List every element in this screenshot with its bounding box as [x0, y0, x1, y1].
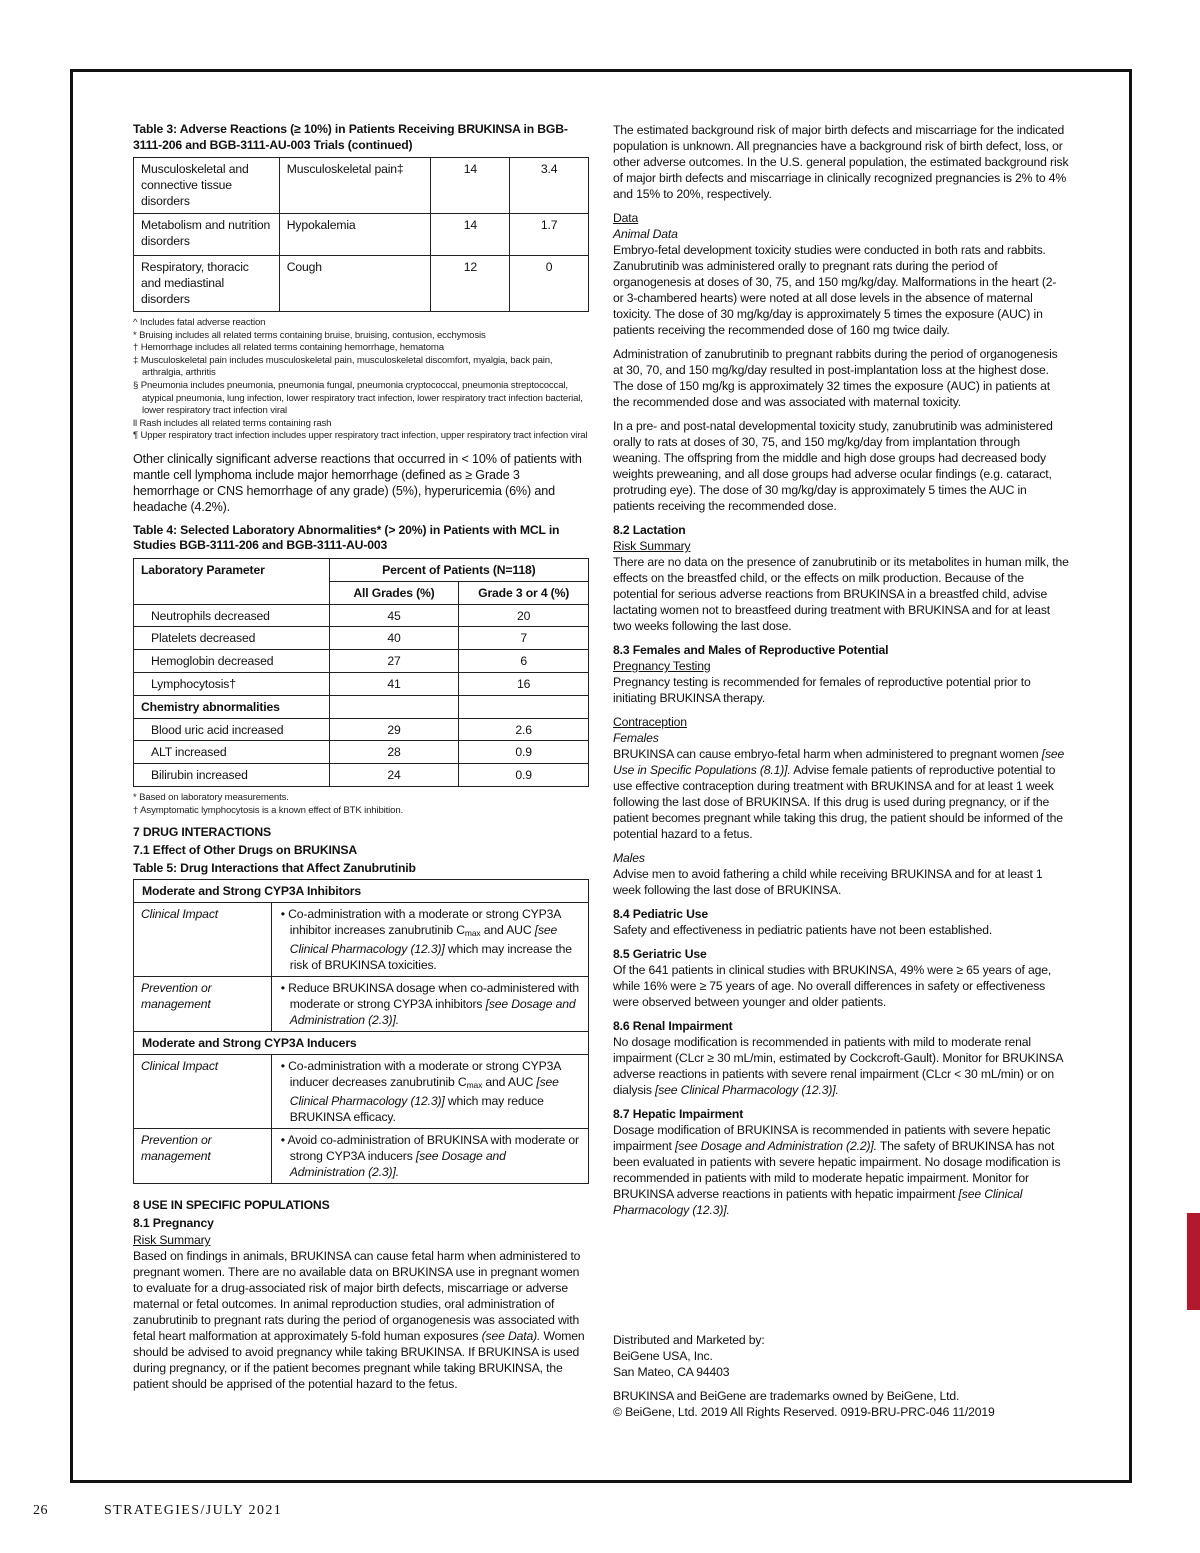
paragraph: The estimated background risk of major birth defects and miscarriage for the indicated population is unknown. All pregnancies have a background risk of birth defect, loss, or other adverse outcomes. In the U.S. general population, the estimated background risk of major birth defects and miscarriage in clinically recognized pregnancies is 2% to 4% and 15% to 20%, respectively.: [613, 123, 1069, 201]
reference-text: [see Dosage and Administration (2.3)].: [289, 1149, 506, 1180]
table4-cell: 27: [329, 650, 459, 673]
subsection-heading: 8.3 Females and Males of Reproductive Potential: [613, 643, 889, 657]
table4-cell: 0.9: [459, 741, 589, 764]
distributor-line: BeiGene USA, Inc.: [613, 1349, 713, 1363]
subsection-heading: 8.5 Geriatric Use: [613, 947, 707, 961]
table4-cell: 28: [329, 741, 459, 764]
table3-cell: Respiratory, thoracic and mediastinal disorders: [134, 256, 280, 312]
paragraph: Advise men to avoid fathering a child while receiving BRUKINSA and for at least 1 week following the last dose of BRUKINSA.: [613, 867, 1043, 897]
table4-cell: 24: [329, 764, 459, 787]
table-header-row: [134, 1032, 589, 1055]
subsection-heading: 8.1 Pregnancy: [133, 1216, 214, 1231]
table4-cell: [329, 695, 459, 718]
cell-text: • Co-administration with a moderate or strong CYP3A inhibitor increases zanubrutinib C: [280, 907, 561, 938]
reference-text: [see Clinical Pharmacology (12.3)].: [613, 1187, 1023, 1217]
cell-text: which may reduce BRUKINSA efficacy.: [289, 1094, 544, 1125]
table4-cell: 16: [459, 672, 589, 695]
footnote: ¶ Upper respiratory tract infection includes upper respiratory tract infection, upper respiratory tract infection viral: [133, 430, 588, 442]
subheading-italic: Males: [613, 851, 645, 865]
table3-cell: 0: [510, 256, 589, 312]
paragraph-text: Advise female patients of reproductive potential to use effective contraception during treatment with BRUKINSA and for at least 1 week following the last dose of BRUKINSA. If this drug is used during pregnancy, or if the patient becomes pregnant while taking this drug, the patient should be informed of the potential hazard to a fetus.: [613, 763, 1063, 841]
cell-text: • Reduce BRUKINSA dosage when co-administered with moderate or strong CYP3A inhibitors: [280, 981, 580, 1012]
table4-cell: Lymphocytosis†: [134, 672, 330, 695]
subheading-underlined: Risk Summary: [133, 1233, 211, 1248]
table5-label: Prevention or management: [134, 977, 272, 1032]
footnote: § Pneumonia includes pneumonia, pneumonia fungal, pneumonia cryptococcal, pneumonia streptococcal, atypical pneumonia, lung infection, lower respiratory tract infection, lower respiratory tract infection bacterial, lower respiratory tract infection viral: [133, 379, 583, 417]
paragraph: [133, 1248, 589, 1392]
cell-text: • Co-administration with a moderate or strong CYP3A inducer decreases zanubrutinib C: [280, 1059, 561, 1090]
table4-caption: Table 4: Selected Laboratory Abnormalities* (> 20%) in Patients with MCL in Studies BGB-3111-206 and BGB-3111-AU-003: [133, 522, 560, 553]
table5-cell: [271, 1129, 588, 1184]
table5-inducers-header: Moderate and Strong CYP3A Inducers: [134, 1032, 589, 1055]
table-row: [134, 718, 589, 741]
section-heading: 7 DRUG INTERACTIONS: [133, 825, 271, 840]
table3-footnotes: [133, 317, 589, 443]
table4-cell: Bilirubin increased: [134, 764, 330, 787]
paragraph: Embryo-fetal development toxicity studies were conducted in both rats and rabbits. Zanubrutinib was administered orally to pregnant rats during the period of organogenesis at doses of 30, 75, and 150 mg/kg/day. Malformations in the heart (2- or 3-chambered hearts) were noted at all dose levels in the absence of maternal toxicity. The dose of 30 mg/kg/day is approximately 5 times the exposure (AUC) in patients receiving the recommended dose of 160 mg twice daily.: [613, 243, 1057, 337]
paragraph: Of the 641 patients in clinical studies with BRUKINSA, 49% were ≥ 65 years of age, while 16% were ≥ 75 years of age. No overall differences in safety or effectiveness were observed between younger and older patients.: [613, 963, 1052, 1009]
table3-cell: Hypokalemia: [279, 214, 431, 256]
table3-cell: 3.4: [510, 158, 589, 214]
footnote: † Hemorrhage includes all related terms containing hemorrhage, hematoma: [133, 342, 444, 354]
table3-cell: Musculoskeletal pain‡: [279, 158, 431, 214]
table4-cell: 6: [459, 650, 589, 673]
table-row: [134, 604, 589, 627]
table4-header-grade: Grade 3 or 4 (%): [459, 581, 589, 604]
page-edge-tab: [1187, 1213, 1200, 1310]
right-column: [613, 122, 1069, 1226]
table3: [133, 157, 589, 312]
distributor-line: San Mateo, CA 94403: [613, 1365, 730, 1379]
subheading-underlined: Risk Summary: [613, 539, 691, 553]
table4-cell: 45: [329, 604, 459, 627]
paragraph: [613, 746, 1069, 842]
table4-cell: 20: [459, 604, 589, 627]
table5-label: Prevention or management: [134, 1129, 272, 1184]
left-column: [133, 122, 589, 1392]
footnote: * Bruising includes all related terms containing bruise, bruising, contusion, ecchymosis: [133, 329, 486, 341]
reference-text: [see Dosage and Administration (2.3)].: [289, 997, 576, 1028]
section-heading: 8 USE IN SPECIFIC POPULATIONS: [133, 1198, 330, 1213]
subsection-heading: 8.6 Renal Impairment: [613, 1019, 733, 1033]
table5-inhibitors-header: Moderate and Strong CYP3A Inhibitors: [134, 880, 589, 903]
cell-text: and AUC: [482, 1075, 537, 1090]
subsection-heading: 8.7 Hepatic Impairment: [613, 1107, 744, 1121]
paragraph-text: Dosage modification of BRUKINSA is recommended in patients with severe hepatic impairment: [613, 1123, 1051, 1153]
table-row: [134, 1129, 589, 1184]
paragraph: Administration of zanubrutinib to pregnant rabbits during the period of organogenesis at 30, 70, and 150 mg/kg/day resulted in post-implantation loss at the highest dose. The dose of 150 mg/kg is approximately 32 times the exposure (AUC) in patients at the recommended dose and was associated with maternal toxicity.: [613, 347, 1058, 409]
table-header-row: [134, 558, 589, 581]
footnote: ‡ Musculoskeletal pain includes musculoskeletal pain, musculoskeletal discomfort, myalgia, back pain, arthralgia, arthritis: [133, 354, 553, 379]
reference-text: [see Clinical Pharmacology (12.3)].: [655, 1083, 839, 1097]
subheading-underlined: Data: [613, 211, 639, 225]
reference-text: [see Clinical Pharmacology (12.3)]: [289, 1075, 559, 1109]
table4-chem-header: Chemistry abnormalities: [134, 695, 330, 718]
subheading-underlined: Contraception: [613, 715, 687, 729]
table4-header-param: Laboratory Parameter: [134, 558, 330, 604]
table-row: [134, 695, 589, 718]
cell-text: and AUC: [480, 923, 535, 938]
page-number: 26: [33, 1503, 48, 1518]
table5: [133, 879, 589, 1184]
paragraph: Other clinically significant adverse reactions that occurred in < 10% of patients with mantle cell lymphoma include major hemorrhage (defined as ≥ Grade 3 hemorrhage or CNS hemorrhage of any grade) (5%), hyperuricemia (6%) and headache (4.2%).: [133, 451, 582, 514]
table-header-row: [134, 880, 589, 903]
table4-footnotes: [133, 792, 589, 817]
table3-cell: Musculoskeletal and connective tissue disorders: [134, 158, 280, 214]
paragraph-text: BRUKINSA can cause embryo-fetal harm when administered to pregnant women: [613, 747, 1042, 761]
table4-cell: 2.6: [459, 718, 589, 741]
table3-cell: 1.7: [510, 214, 589, 256]
table-row: [134, 1055, 589, 1129]
table4-cell: 29: [329, 718, 459, 741]
table5-cell: [271, 1055, 588, 1129]
table5-caption: Table 5: Drug Interactions that Affect Zanubrutinib: [133, 861, 416, 876]
subsection-heading: 8.4 Pediatric Use: [613, 907, 709, 921]
table-row: [134, 214, 589, 256]
paragraph-text: Women should be advised to avoid pregnancy while taking BRUKINSA. If BRUKINSA is used during pregnancy, or if the patient becomes pregnant while taking BRUKINSA, the patient should be apprised of the potential hazard to the fetus.: [133, 1329, 585, 1392]
reference-text: (see Data).: [481, 1329, 541, 1344]
paragraph: [613, 1034, 1069, 1098]
paragraph-text: The safety of BRUKINSA has not been evaluated in patients with severe hepatic impairment. No dosage modification is recommended in patients with mild to moderate hepatic impairment. Monitor for BRUKINSA adverse reactions in patients with hepatic impairment: [613, 1139, 1061, 1201]
subheading-underlined: Pregnancy Testing: [613, 659, 711, 673]
paragraph: Safety and effectiveness in pediatric patients have not been established.: [613, 923, 993, 937]
distributor-line: Distributed and Marketed by:: [613, 1333, 765, 1347]
footnote: ll Rash includes all related terms containing rash: [133, 417, 332, 429]
table4-cell: 40: [329, 627, 459, 650]
reference-text: [see Use in Specific Populations (8.1)].: [613, 747, 1065, 777]
table-row: [134, 158, 589, 214]
copyright-line: © BeiGene, Ltd. 2019 All Rights Reserved. 0919-BRU-PRC-046 11/2019: [613, 1405, 995, 1419]
table-row: [134, 741, 589, 764]
table-row: [134, 256, 589, 312]
footnote: † Asymptomatic lymphocytosis is a known effect of BTK inhibition.: [133, 804, 404, 816]
table5-label: Clinical Impact: [134, 1055, 272, 1129]
subscript: max: [464, 928, 481, 939]
paragraph-text: No dosage modification is recommended in patients with mild to moderate renal impairment (CLcr ≥ 30 mL/min, estimated by Cockcroft-Gault). Monitor for BRUKINSA adverse reactions in patients with severe renal impairment (CLcr < 30 mL/min) or on dialysis: [613, 1035, 1063, 1097]
table-row: [134, 903, 589, 977]
table4-cell: Platelets decreased: [134, 627, 330, 650]
table-row: [134, 672, 589, 695]
publication-footer: STRATEGIES/JULY 2021: [104, 1503, 283, 1518]
subheading-italic: Females: [613, 731, 659, 745]
table-row: [134, 627, 589, 650]
table3-cell: 14: [431, 158, 510, 214]
paragraph-text: Based on findings in animals, BRUKINSA can cause fetal harm when administered to pregnant women. There are no available data on BRUKINSA use in pregnant women to evaluate for a drug-associated risk of major birth defects, miscarriage or adverse maternal or fetal outcomes. In animal reproduction studies, oral administration of zanubrutinib to pregnant rats during the period of organogenesis was associated with fetal heart malformation at approximately 5-fold human exposures: [133, 1249, 581, 1344]
paragraph: In a pre- and post-natal developmental toxicity study, zanubrutinib was administered orally to rats at doses of 30, 75, and 150 mg/kg/day from implantation through weaning. The offspring from the middle and high dose groups had decreased body weights preweaning, and all dose groups had adverse ocular findings (e.g. cataract, protruding eye). The dose of 30 mg/kg/day is approximately 5 times the AUC in patients receiving the recommended dose.: [613, 419, 1053, 513]
table-row: [134, 650, 589, 673]
subscript: max: [466, 1080, 483, 1091]
table4-cell: 7: [459, 627, 589, 650]
table4-cell: ALT increased: [134, 741, 330, 764]
footnote: * Based on laboratory measurements.: [133, 791, 289, 803]
reference-text: [see Dosage and Administration (2.2)].: [675, 1139, 877, 1153]
table4: [133, 558, 589, 787]
table3-caption: Table 3: Adverse Reactions (≥ 10%) in Patients Receiving BRUKINSA in BGB-3111-206 and BGB-3111-AU-003 Trials (continued): [133, 122, 568, 152]
table4-cell: [459, 695, 589, 718]
table3-cell: 14: [431, 214, 510, 256]
cell-text: • Avoid co-administration of BRUKINSA with moderate or strong CYP3A inducers: [280, 1133, 579, 1164]
table4-cell: 0.9: [459, 764, 589, 787]
paragraph: There are no data on the presence of zanubrutinib or its metabolites in human milk, the effects on the breastfed child, or the effects on milk production. Because of the potential for serious adverse reactions from BRUKINSA in a breastfed child, advise lactating women not to breastfeed during treatment with BRUKINSA and for at least two weeks following the last dose.: [613, 555, 1069, 633]
subsection-heading: 8.2 Lactation: [613, 523, 686, 537]
table-row: [134, 977, 589, 1032]
table3-cell: Metabolism and nutrition disorders: [134, 214, 280, 256]
table4-cell: Blood uric acid increased: [134, 718, 330, 741]
footnote: ^ Includes fatal adverse reaction: [133, 317, 266, 328]
table4-header-percent: Percent of Patients (N=118): [329, 558, 588, 581]
table3-cell: Cough: [279, 256, 431, 312]
table-row: [134, 764, 589, 787]
paragraph: [613, 1122, 1069, 1218]
table5-cell: [271, 977, 588, 1032]
distributor-block: [613, 1332, 1069, 1420]
table4-header-all: All Grades (%): [329, 581, 459, 604]
subsection-heading: 7.1 Effect of Other Drugs on BRUKINSA: [133, 843, 358, 858]
subheading-italic: Animal Data: [613, 227, 678, 241]
cell-text: which may increase the risk of BRUKINSA toxicities.: [289, 942, 572, 973]
table5-label: Clinical Impact: [134, 903, 272, 977]
table4-cell: Neutrophils decreased: [134, 604, 330, 627]
table4-cell: Hemoglobin decreased: [134, 650, 330, 673]
paragraph: Pregnancy testing is recommended for females of reproductive potential prior to initiating BRUKINSA therapy.: [613, 675, 1031, 705]
table5-cell: [271, 903, 588, 977]
table4-cell: 41: [329, 672, 459, 695]
reference-text: [see Clinical Pharmacology (12.3)]: [289, 923, 558, 957]
trademark-line: BRUKINSA and BeiGene are trademarks owned by BeiGene, Ltd.: [613, 1389, 960, 1403]
table3-cell: 12: [431, 256, 510, 312]
